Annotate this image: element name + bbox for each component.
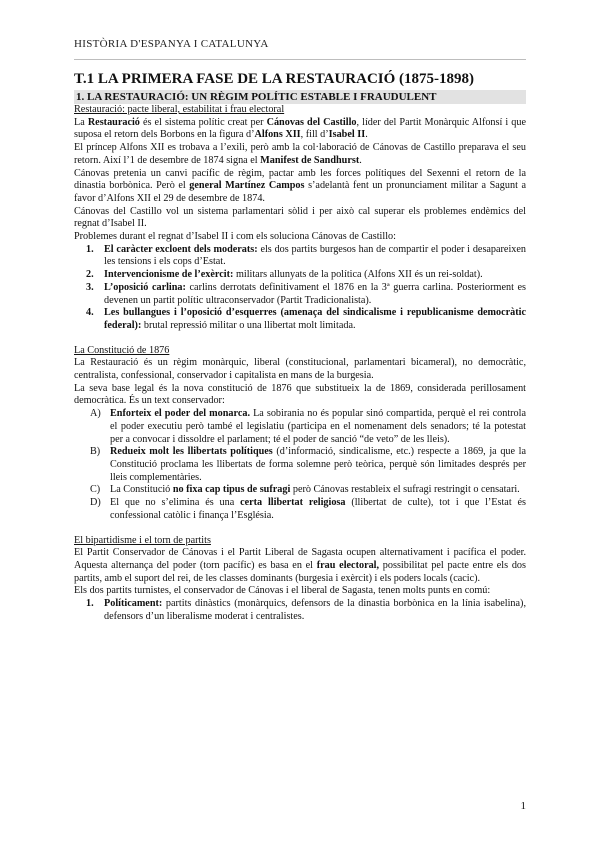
spacer: [74, 523, 526, 535]
bold-term: Les bullangues i l’oposició d’esquerres (amenaça del sindicalisme i republicanisme democràtic federal):: [104, 307, 526, 331]
bold-term: Restauració: [87, 116, 140, 128]
bold-term: Cánovas del Castillo: [266, 116, 357, 128]
paragraph: [74, 117, 526, 142]
text-run: , líder del Partit Monàrquic Alfonsí i que suposa el retorn dels Borbons en la figura d’: [74, 116, 526, 141]
paragraph: Problemes durant el regnat d’Isabel II i com els soluciona Cánovas de Castillo:: [74, 231, 396, 243]
bold-term: Intervencionisme de l’exèrcit:: [104, 269, 234, 281]
text-run: s’adelantà fent un pronunciament militar a Sagunt a favor d’Alfons XII el 29 de desembre de 1874.: [74, 180, 526, 204]
header-rule: [74, 59, 526, 60]
text-run: els dos partits burgesos han de compartir el poder i desapareixen les tensions i els cops d’Estat.: [104, 243, 526, 268]
bold-term: Enforteix el poder del monarca.: [110, 408, 251, 420]
list-item: [74, 282, 526, 307]
paragraph: Cánovas del Castillo vol un sistema parlamentari sòlid i per això cal superar els problemes endèmics del regnat d’Isabel II.: [74, 205, 526, 230]
text-run: El príncep Alfons XII es trobava a l’exili, però amb la col·laboració de Cánovas de Castillo preparava el seu retorn. Així l’1 de desembre de 1874 signa el: [74, 142, 526, 166]
subheading-restauracio: Restauració: pacte liberal, estabilitat i frau electoral: [74, 104, 285, 115]
text-run: militars allunyats de la política (Alfons XII és un rei-soldat).: [233, 269, 483, 281]
common-points-list: [74, 598, 526, 623]
text-run: .: [359, 154, 362, 166]
page-number: 1: [520, 800, 526, 812]
list-marker: 2.: [86, 269, 94, 281]
paragraph: [74, 168, 526, 206]
text-run: però Cánovas restableix el sufragi restringit o censatari.: [290, 484, 520, 496]
list-marker: C): [90, 484, 101, 496]
running-header: HISTÒRIA D'ESPANYA I CATALUNYA: [74, 38, 269, 50]
text-run: brutal repressió militar o una llibertat molt limitada.: [141, 319, 356, 331]
bold-term: Alfons XII: [254, 129, 301, 141]
list-item: [74, 269, 526, 282]
list-marker: 3.: [86, 281, 94, 293]
bold-term: El caràcter excloent dels moderats:: [104, 243, 258, 255]
bold-term: Manifest de Sandhurst: [260, 154, 360, 166]
paragraph: [74, 547, 526, 585]
text-run: La Constitució: [110, 484, 173, 496]
text-run: La: [74, 116, 88, 128]
bold-term: general Martínez Campos: [189, 180, 305, 192]
list-item: [74, 307, 526, 332]
problems-list: [74, 244, 526, 333]
bold-term: Redueix molt les llibertats polítiques: [110, 446, 273, 458]
text-run: Cánovas pretenia un canvi pacífic de règim, pactar amb les forces polítiques del Sexenni el retorn de la dinastia borbònica. Però el: [74, 167, 526, 192]
text-run: (llibertat de culte), tot i que l’Estat és confessional catòlic i finança l’Església.: [110, 497, 526, 521]
bold-term: no fixa cap tipus de sufragi: [172, 484, 291, 496]
text-run: és el sistema polític creat per: [139, 116, 267, 128]
bold-term: L’oposició carlina:: [104, 281, 186, 293]
paragraph: Els dos partits turnistes, el conservador de Cánovas i el liberal de Sagasta, tenen molts punts en comú:: [74, 585, 491, 597]
list-marker: D): [90, 497, 101, 509]
text-run: El Partit Conservador de Cánovas i el Partit Liberal de Sagasta ocupen alternativament i pacífica el poder. Aquesta alternança del poder (torn pacífic) es basa en el: [74, 547, 526, 571]
constitution-list: [74, 408, 526, 522]
subheading-bipartidisme: El bipartidisme i el torn de partits: [74, 534, 211, 546]
text-run: partits dinàstics (monàrquics, defensors de la dinastia borbònica en la línia isabelina), defensors d’un liberalisme moderat i centralistes.: [104, 598, 526, 622]
list-marker: A): [90, 408, 101, 420]
list-item: [74, 408, 526, 446]
list-marker: B): [90, 446, 101, 458]
list-item: [74, 497, 526, 522]
list-marker: 4.: [86, 307, 94, 319]
list-item: [74, 446, 526, 484]
paragraph: [74, 142, 526, 167]
spacer: [74, 333, 526, 345]
list-marker: 1.: [86, 598, 94, 610]
page-content: [74, 70, 526, 623]
list-item: [74, 484, 526, 497]
text-run: , fill d’: [300, 129, 329, 141]
list-item: [74, 244, 526, 269]
section-heading: 1. LA RESTAURACIÓ: UN RÈGIM POLÍTIC ESTABLE I FRAUDULENT: [74, 90, 526, 104]
list-item: [74, 598, 526, 623]
page-title: T.1 LA PRIMERA FASE DE LA RESTAURACIÓ (1875-1898): [74, 71, 475, 87]
subheading-constitucio: La Constitució de 1876: [74, 344, 170, 356]
bold-term: frau electoral,: [316, 559, 380, 571]
text-run: (d’informació, sindicalisme, etc.) respecte a 1869, ja que la Constitució proclama les llibertats de forma solemne però teòrica, perquè són limitades després per lleis complementàries.: [110, 446, 527, 483]
list-marker: 1.: [86, 243, 94, 255]
text-run: La sobirania no és popular sinó compartida, perquè el rei controla el poder executiu però també el legislatiu (participa en el nomenament dels senadors; té la potestat per a convocar i dissoldre el parlament; té el poder de sanció “de veto” de les lleis).: [110, 408, 526, 445]
text-run: .: [365, 129, 368, 141]
text-run: possibilitat pel pacte entre els dos partits, amb el suport del rei, de les classes dominants (burgesia i exèrcit) i els poders locals (cacic).: [74, 559, 526, 584]
text-run: El que no s’elimina és una: [110, 497, 241, 509]
paragraph: La seva base legal és la nova constitució de 1876 que substitueix la de 1869, considerada perillosament democràtica. És un text conservador:: [74, 382, 526, 407]
paragraph: La Restauració és un règim monàrquic, liberal (constitucional, parlamentari bicameral), no democràtic, centralista, confessional, conservador i capitalista en mans de la burgesia.: [74, 357, 526, 382]
bold-term: Políticament:: [104, 598, 163, 610]
text-run: carlins derrotats definitivament el 1876 en la 3ª guerra carlina. Posteriorment es devenen un partit polític ultraconservador (Partit Tradicionalista).: [104, 281, 526, 306]
bold-term: certa llibertat religiosa: [240, 497, 346, 509]
bold-term: Isabel II: [328, 129, 366, 141]
